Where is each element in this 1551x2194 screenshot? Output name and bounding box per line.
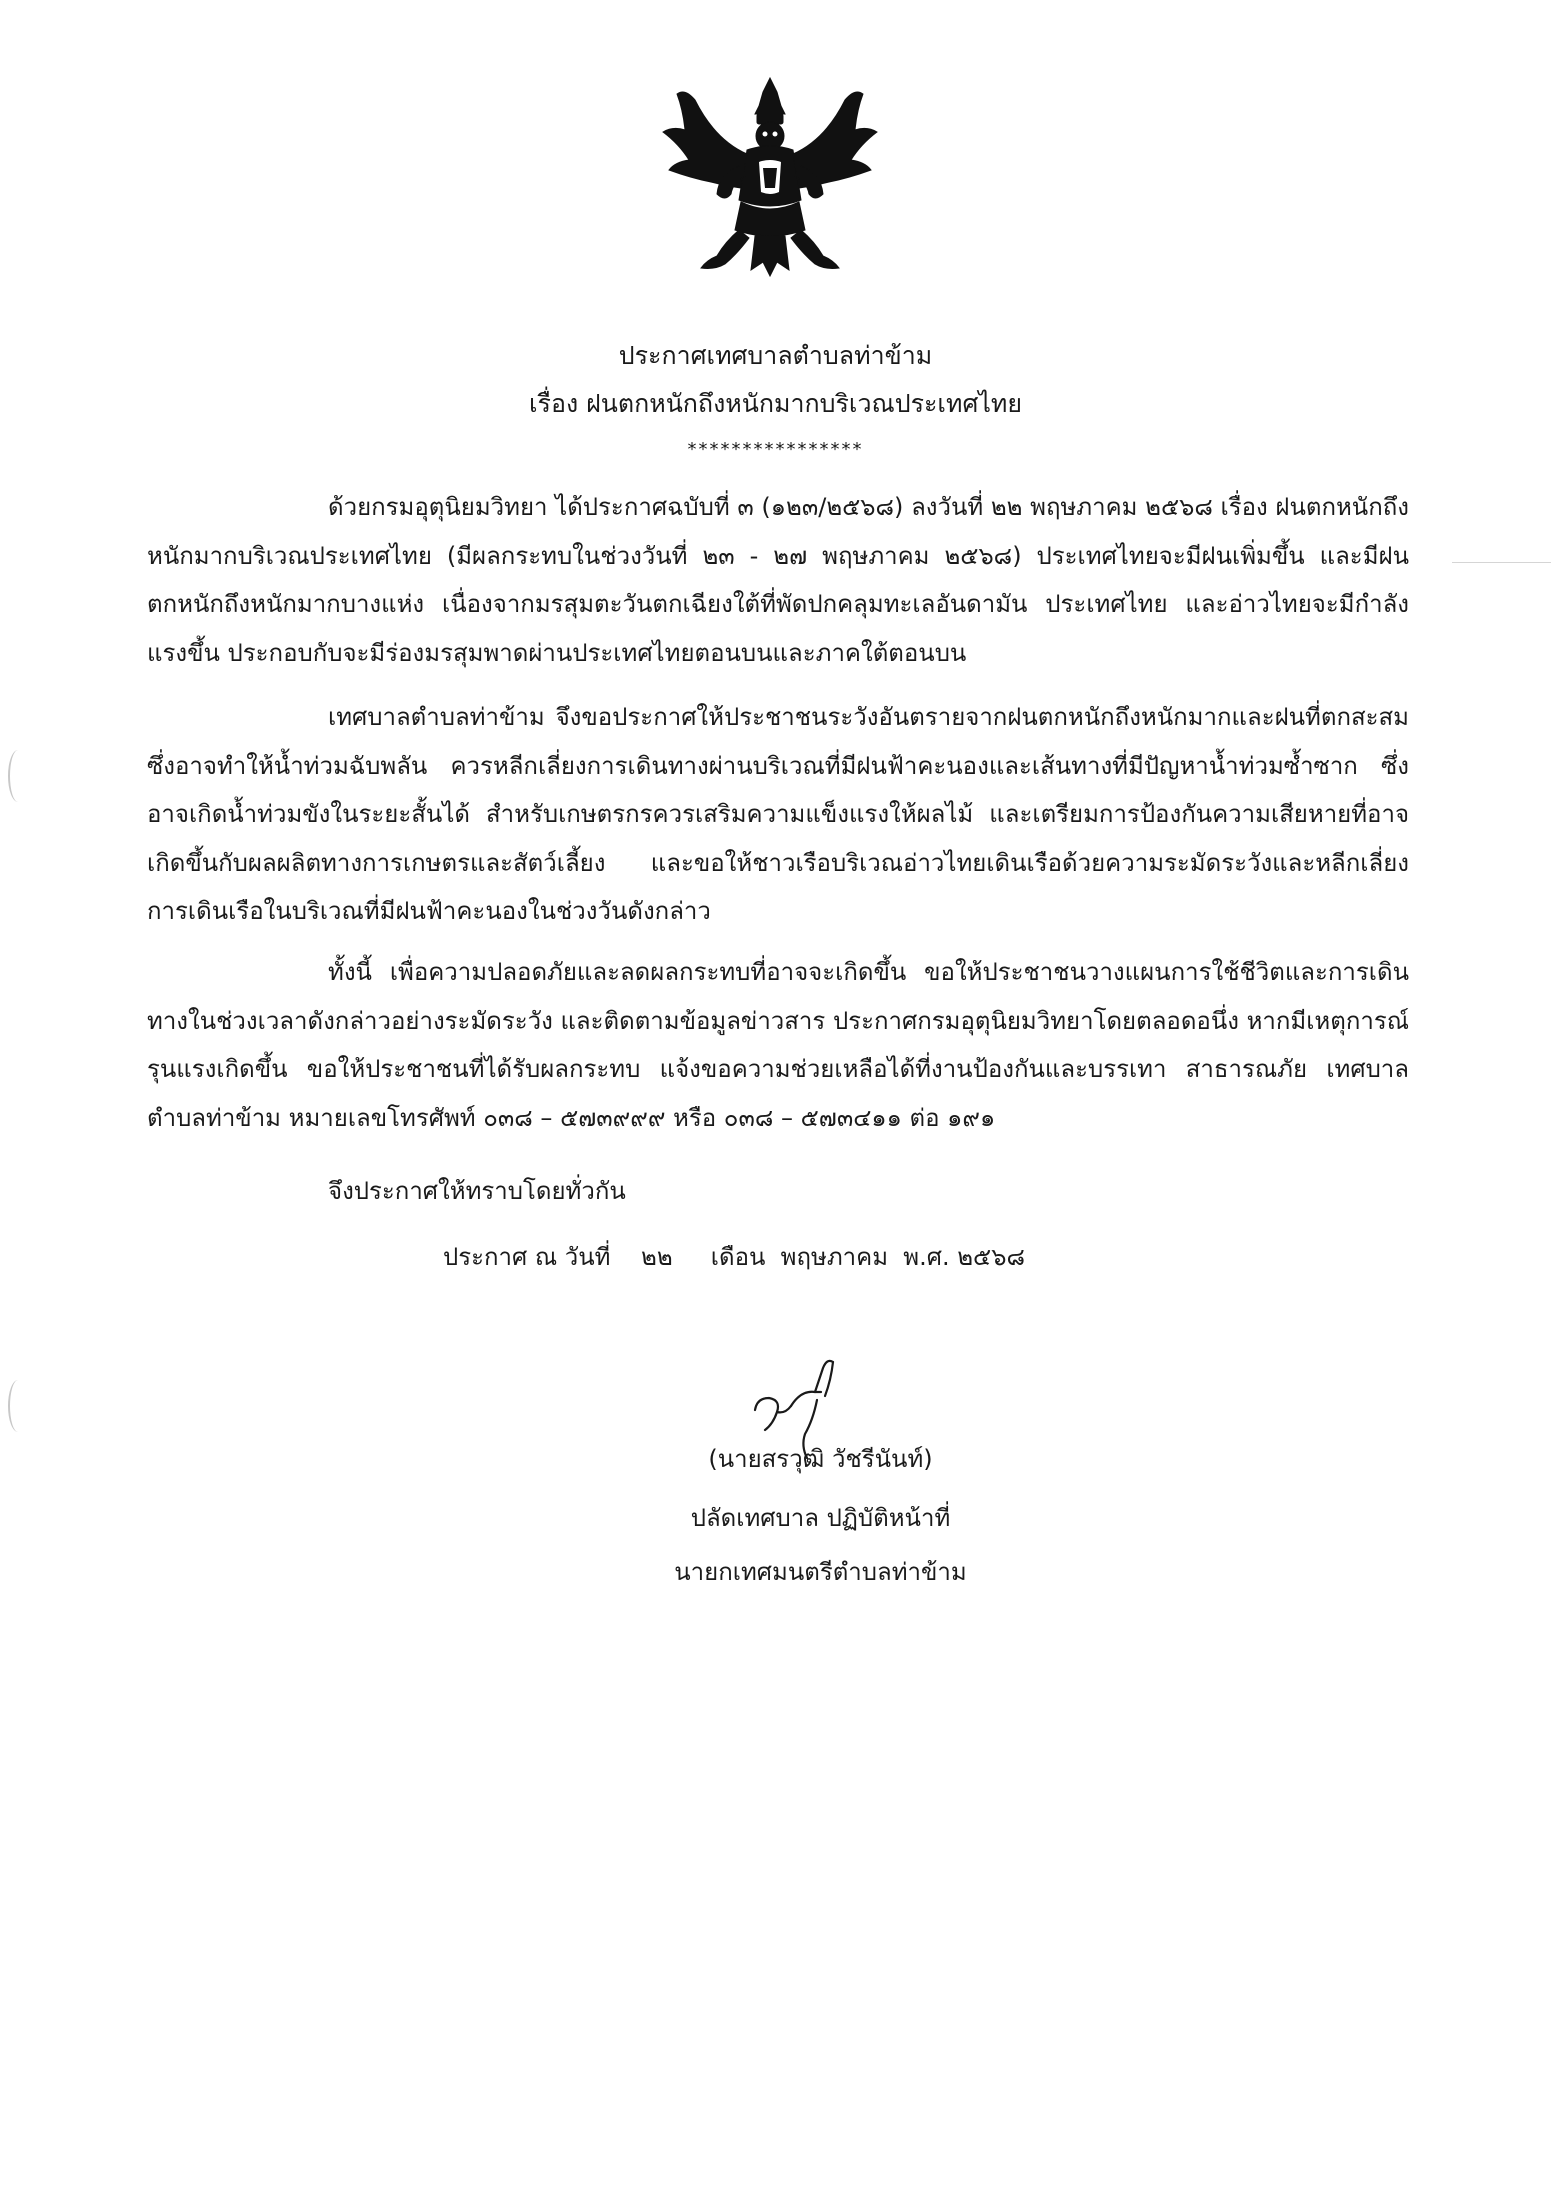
date-day: ๒๒ <box>641 1243 673 1271</box>
body-paragraph: ทั้งนี้ เพื่อความปลอดภัยและลดผลกระทบที่อาจจะเกิดขึ้น ขอให้ประชาชนวางแผนการใช้ชีวิตและการเดินทางในช่วงเวลาดังกล่าวอย่างระมัดระวัง และติดตามข้อมูลข่าวสาร ประกาศกรมอุตุนิยมวิทยาโดยตลอดอนึ่ง หากมีเหตุการณ์รุนแรงเกิดขึ้น ขอให้ประชาชนที่ได้รับผลกระทบ แจ้งขอความช่วยเหลือได้ที่งานป้องกันและบรรเทา สาธารณภัย เทศบาลตำบลท่าข้าม หมายเลขโทรศัพท์ ๐๓๘ – ๕๗๓๙๙๙ หรือ ๐๓๘ – ๕๗๓๔๑๑ ต่อ ๑๙๑ <box>147 958 1409 1132</box>
signer-acting-title: นายกเทศมนตรีตำบลท่าข้าม <box>674 1558 967 1586</box>
title-separator: **************** <box>687 439 864 460</box>
body-paragraph: เทศบาลตำบลท่าข้าม จึงขอประกาศให้ประชาชนระวังอันตรายจากฝนตกหนักถึงหนักมากและฝนที่ตกสะสม ซึ่งอาจทำให้น้ำท่วมฉับพลัน ควรหลีกเลี่ยงการเดินทางผ่านบริเวณที่มีฝนฟ้าคะนองและเส้นทางที่มีปัญหาน้ำท่วมซ้ำซาก ซึ่งอาจเกิดน้ำท่วมขังในระยะสั้นได้ สำหรับเกษตรกรควรเสริมความแข็งแรงให้ผลไม้ และเตรียมการป้องกันความเสียหายที่อาจเกิดขึ้นกับผลผลิตทางการเกษตรและสัตว์เลี้ยง และขอให้ชาวเรือบริเวณอ่าวไทยเดินเรือด้วยความระมัดระวังและหลีกเลี่ยงการเดินเรือในบริเวณที่มีฝนฟ้าคะนองในช่วงวันดังกล่าว <box>147 703 1409 925</box>
announcement-subject: เรื่อง ฝนตกหนักถึงหนักมากบริเวณประเทศไทย <box>528 389 1023 418</box>
announcement-date <box>443 1241 1025 1273</box>
signer-name: (นายสรวุฒิ วัชรีนันท์) <box>708 1445 933 1473</box>
date-month-label: เดือน <box>710 1243 766 1271</box>
date-month: พฤษภาคม <box>780 1243 889 1271</box>
scan-artifact-line <box>1452 562 1551 563</box>
date-year: พ.ศ. ๒๕๖๘ <box>903 1243 1025 1271</box>
date-prefix: ประกาศ ณ วันที่ <box>443 1243 611 1271</box>
scan-punch-mark <box>8 750 28 802</box>
signer-position: ปลัดเทศบาล ปฏิบัติหน้าที่ <box>690 1504 951 1532</box>
body-paragraph: ด้วยกรมอุตุนิยมวิทยา ได้ประกาศฉบับที่ ๓ (๑๒๓/๒๕๖๘) ลงวันที่ ๒๒ พฤษภาคม ๒๕๖๘ เรื่อง ฝนตกหนักถึงหนักมากบริเวณประเทศไทย (มีผลกระทบในช่วงวันที่ ๒๓ - ๒๗ พฤษภาคม ๒๕๖๘) ประเทศไทยจะมีฝนเพิ่มขึ้น และมีฝนตกหนักถึงหนักมากบางแห่ง เนื่องจากมรสุมตะวันตกเฉียงใต้ที่พัดปกคลุมทะเลอันดามัน ประเทศไทย และอ่าวไทยจะมีกำลังแรงขึ้น ประกอบกับจะมีร่องมรสุมพาดผ่านประเทศไทยตอนบนและภาคใต้ตอนบน <box>147 493 1409 667</box>
garuda-emblem-icon <box>655 70 885 280</box>
announcement-title: ประกาศเทศบาลตำบลท่าข้าม <box>618 341 933 370</box>
scan-punch-mark <box>8 1380 28 1432</box>
closing-statement: จึงประกาศให้ทราบโดยทั่วกัน <box>328 1177 626 1205</box>
